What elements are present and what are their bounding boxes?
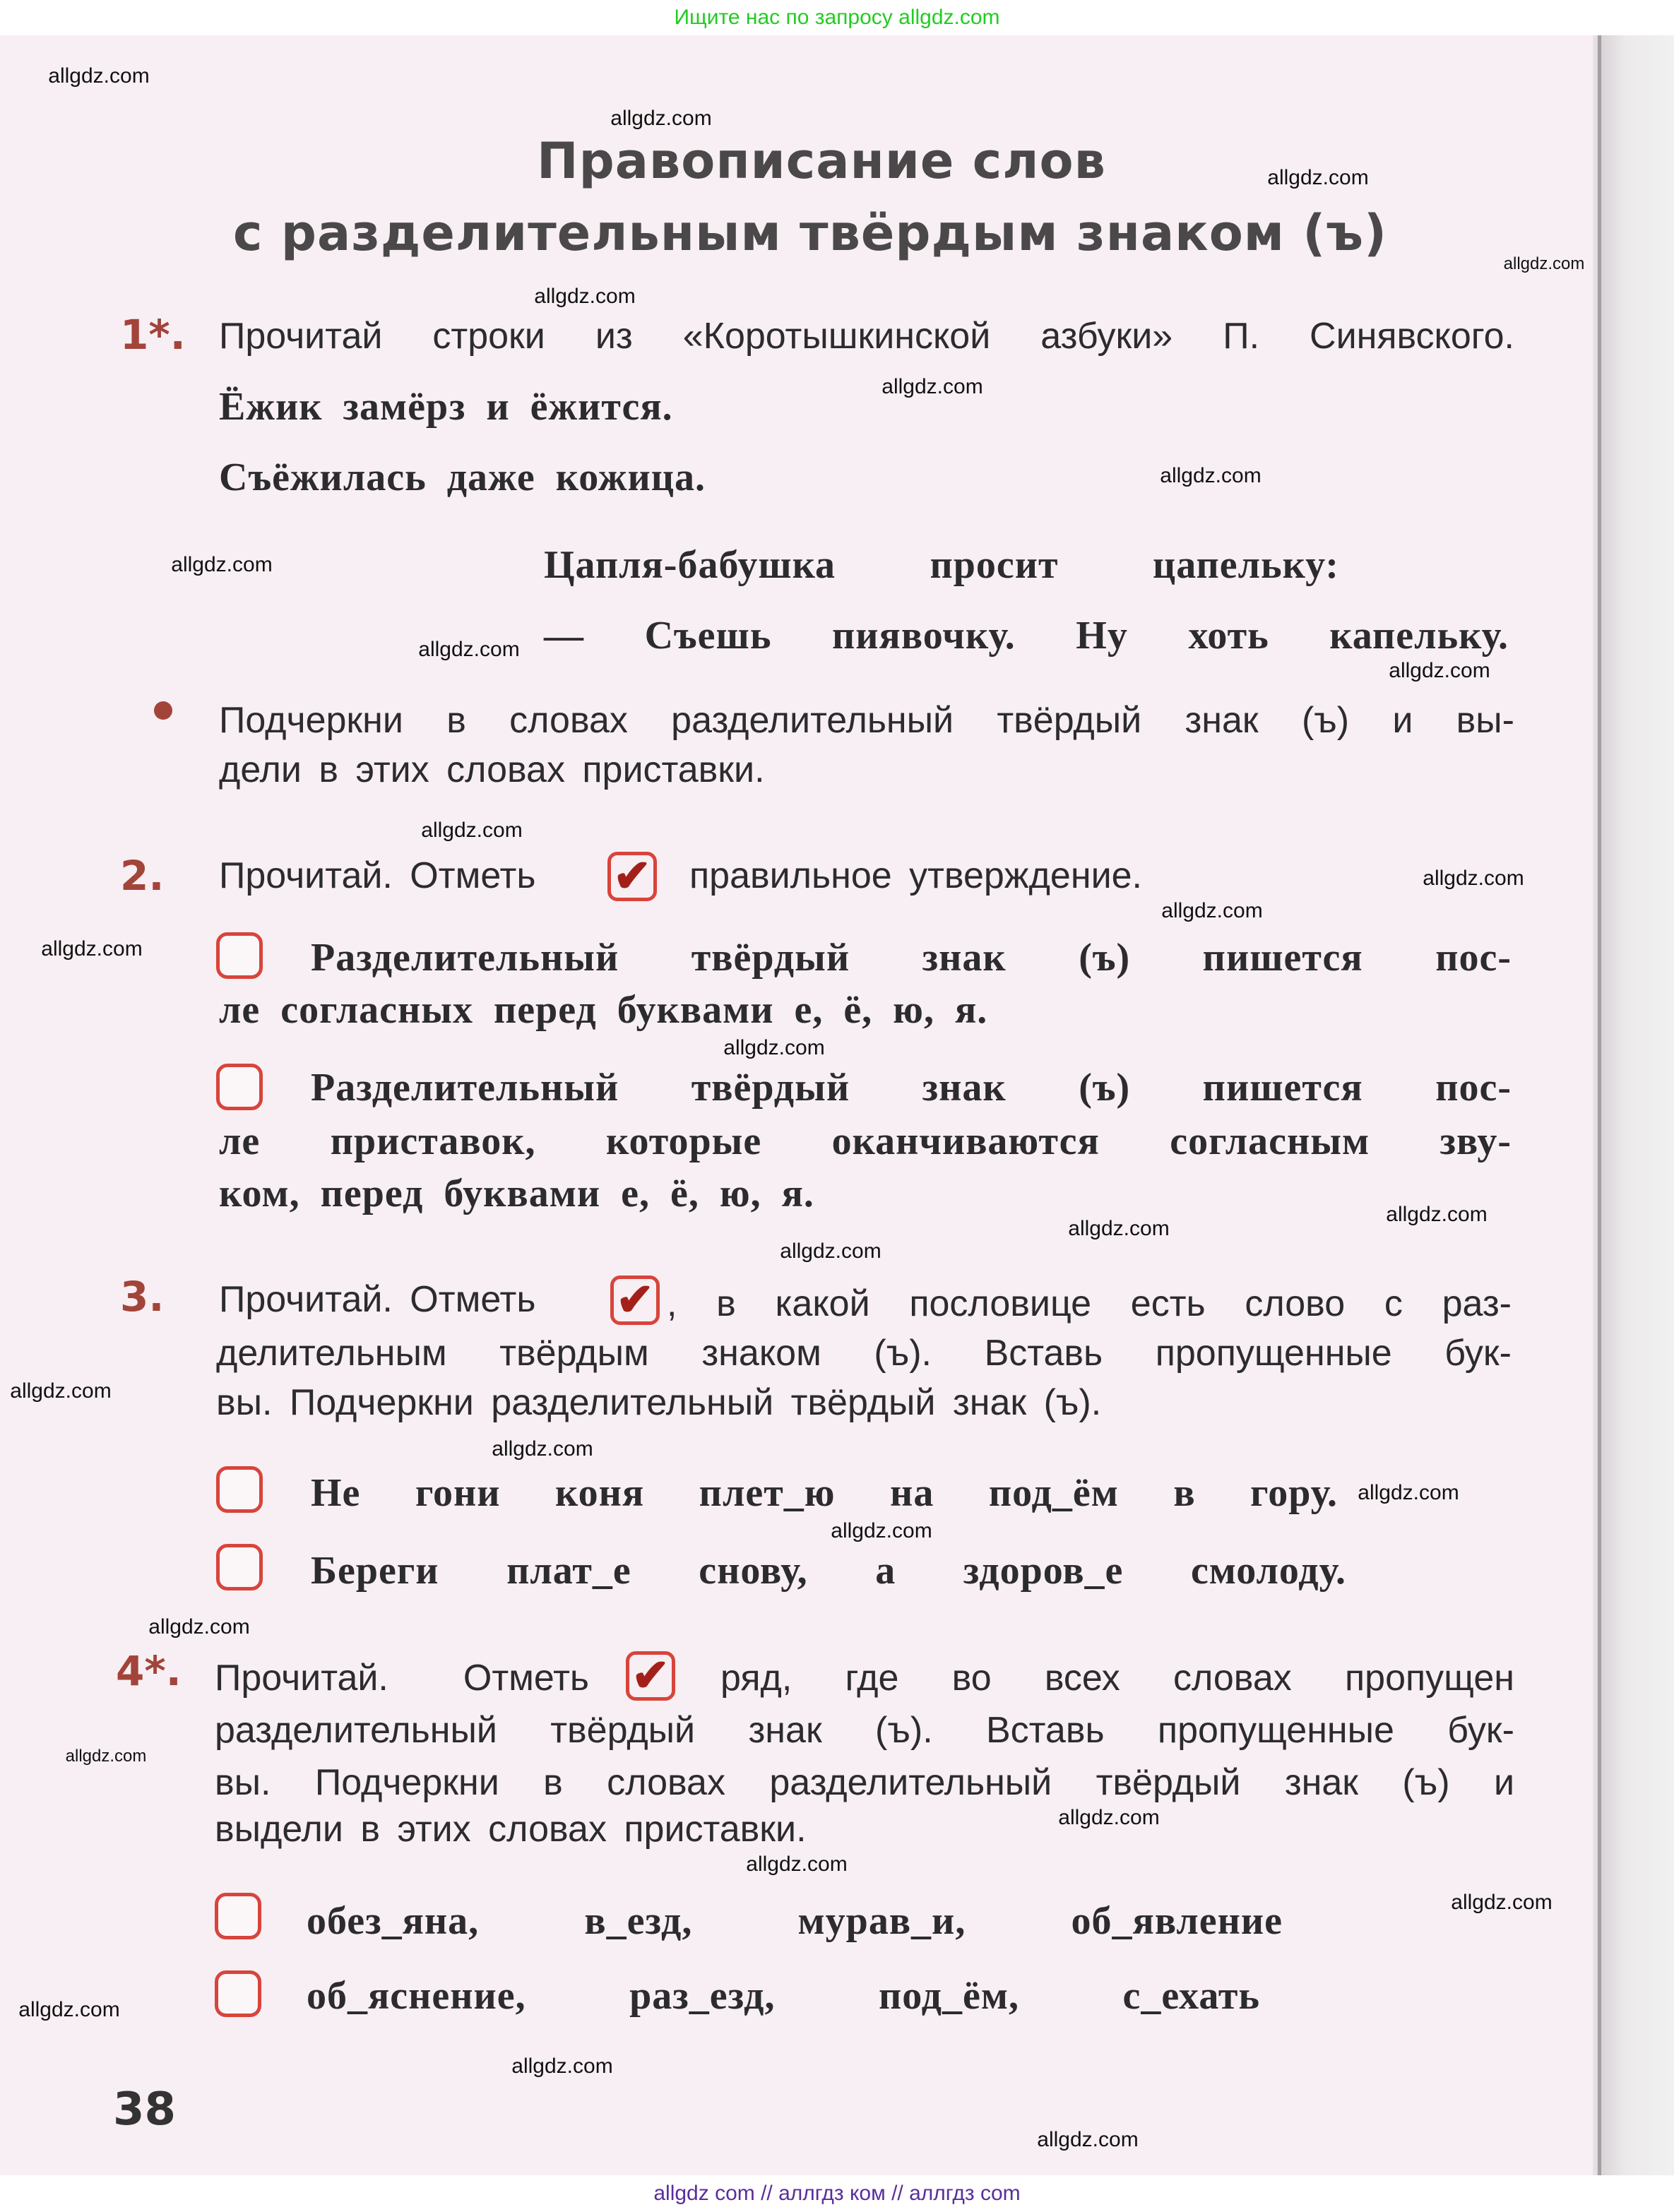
task-3-line-2: делительным твёрдым знаком (ъ). Вставь пропущенные бук- bbox=[216, 1333, 1512, 1374]
poem-line-2: Съёжилась даже кожица. bbox=[219, 456, 706, 499]
task-4-text-after: ряд, где во всех словах пропущен bbox=[720, 1658, 1514, 1699]
task-3-text-before: Прочитай. Отметь bbox=[219, 1279, 536, 1320]
watermark: allgdz.com bbox=[18, 1998, 120, 2021]
task-3-option-2: Береги плат_е снову, а здоров_е смолоду. bbox=[311, 1549, 1346, 1593]
poem-line-4: — Съешь пиявочку. Ну хоть капельку. bbox=[544, 614, 1509, 658]
watermark: allgdz.com bbox=[41, 937, 143, 961]
task-4-line-3: вы. Подчеркни в словах разделительный твёрдый знак (ъ) и bbox=[215, 1762, 1514, 1803]
checkmark-icon: ✔ bbox=[626, 1651, 675, 1701]
task-2-option-2-line-1: Разделительный твёрдый знак (ъ) пишется пос- bbox=[311, 1066, 1512, 1110]
watermark: allgdz.com bbox=[1503, 254, 1585, 273]
task-1-number: 1*. bbox=[120, 311, 186, 359]
task-3-number: 3. bbox=[120, 1273, 165, 1321]
watermark: allgdz.com bbox=[1160, 464, 1262, 487]
page-number: 38 bbox=[113, 2083, 177, 2136]
watermark: allgdz.com bbox=[10, 1379, 112, 1403]
page-gutter bbox=[1593, 35, 1674, 2175]
task-2-option-2-line-3: ком, перед буквами е, ё, ю, я. bbox=[219, 1172, 814, 1215]
watermark: allgdz.com bbox=[534, 285, 636, 308]
watermark: allgdz.com bbox=[610, 107, 712, 130]
task-2-option-2-checkbox[interactable] bbox=[216, 1064, 263, 1110]
task-3-option-1-checkbox[interactable] bbox=[216, 1466, 263, 1513]
watermark: allgdz.com bbox=[1451, 1891, 1553, 1914]
watermark: allgdz.com bbox=[831, 1519, 932, 1542]
task-4-line-2: разделительный твёрдый знак (ъ). Вставь пропущенные бук- bbox=[215, 1710, 1514, 1751]
task-4-number: 4*. bbox=[116, 1647, 182, 1695]
task-3-line-3: вы. Подчеркни разделительный твёрдый знак (ъ). bbox=[216, 1382, 1102, 1423]
watermark: allgdz.com bbox=[148, 1615, 250, 1639]
search-banner[interactable]: Ищите нас по запросу allgdz.com bbox=[674, 6, 1000, 29]
task-1-instruction-line-2: дели в этих словах приставки. bbox=[219, 749, 765, 790]
task-1-intro: Прочитай строки из «Коротышкинской азбуки» П. Синявского. bbox=[219, 316, 1514, 357]
page-title-line2: с разделительным твёрдым знаком (ъ) bbox=[233, 204, 1387, 262]
checkmark-icon: ✔ bbox=[610, 1276, 660, 1325]
poem-line-1: Ёжик замёрз и ёжится. bbox=[219, 385, 673, 429]
task-2-number: 2. bbox=[120, 852, 165, 900]
bullet-icon bbox=[154, 701, 172, 720]
task-4-option-2-checkbox[interactable] bbox=[215, 1970, 261, 2017]
watermark: allgdz.com bbox=[1068, 1217, 1170, 1240]
task-2-option-2-line-2: ле приставок, которые оканчиваются согласным зву- bbox=[219, 1119, 1512, 1163]
task-2-option-1-checkbox[interactable] bbox=[216, 932, 263, 979]
watermark: allgdz.com bbox=[1058, 1806, 1160, 1829]
task-2-text-before: Прочитай. Отметь bbox=[219, 855, 536, 896]
task-2-option-1-line-2: ле согласных перед буквами е, ё, ю, я. bbox=[219, 988, 988, 1032]
watermark: allgdz.com bbox=[1389, 659, 1490, 682]
watermark: allgdz.com bbox=[1161, 899, 1263, 922]
task-4-text-before: Прочитай. Отметь bbox=[215, 1658, 589, 1699]
task-2-text-after: правильное утверждение. bbox=[689, 855, 1142, 896]
watermark: allgdz.com bbox=[492, 1437, 593, 1461]
task-3-text-after: , в какой пословице есть слово с раз- bbox=[667, 1283, 1512, 1324]
task-4-option-1-checkbox[interactable] bbox=[215, 1893, 261, 1939]
watermark: allgdz.com bbox=[1423, 867, 1524, 890]
poem-line-3: Цапля-бабушка просит цапельку: bbox=[544, 543, 1339, 587]
page-title-line1: Правописание слов bbox=[537, 132, 1106, 190]
watermark: allgdz.com bbox=[65, 1747, 147, 1766]
task-1-instruction-line-1: Подчеркни в словах разделительный твёрдый знак (ъ) и вы- bbox=[219, 700, 1514, 741]
watermark: allgdz.com bbox=[421, 819, 523, 842]
task-4-option-1: обез_яна, в_езд, мурав_и, об_явление bbox=[307, 1899, 1283, 1943]
watermark: allgdz.com bbox=[746, 1853, 848, 1876]
gutter-edge bbox=[1598, 35, 1601, 2175]
watermark: allgdz.com bbox=[881, 375, 983, 398]
task-4-option-2: об_яснение, раз_езд, под_ём, с_ехать bbox=[307, 1974, 1260, 2018]
task-3-option-1: Не гони коня плет_ю на под_ём в гору. bbox=[311, 1471, 1338, 1515]
footer-links[interactable]: allgdz com // аллгдз ком // аллгдз com bbox=[0, 2175, 1674, 2212]
watermark: allgdz.com bbox=[1386, 1203, 1488, 1226]
watermark: allgdz.com bbox=[1267, 166, 1369, 189]
checkmark-icon: ✔ bbox=[607, 852, 657, 901]
watermark: allgdz.com bbox=[1037, 2128, 1139, 2151]
watermark: allgdz.com bbox=[171, 553, 273, 576]
watermark: allgdz.com bbox=[511, 2055, 613, 2078]
task-2-option-1-line-1: Разделительный твёрдый знак (ъ) пишется пос- bbox=[311, 936, 1512, 980]
watermark: allgdz.com bbox=[48, 64, 150, 88]
watermark: allgdz.com bbox=[780, 1239, 881, 1263]
watermark: allgdz.com bbox=[1358, 1481, 1459, 1504]
task-4-line-4: выдели в этих словах приставки. bbox=[215, 1809, 807, 1850]
watermark: allgdz.com bbox=[418, 638, 520, 661]
watermark: allgdz.com bbox=[723, 1036, 825, 1059]
task-3-option-2-checkbox[interactable] bbox=[216, 1544, 263, 1590]
